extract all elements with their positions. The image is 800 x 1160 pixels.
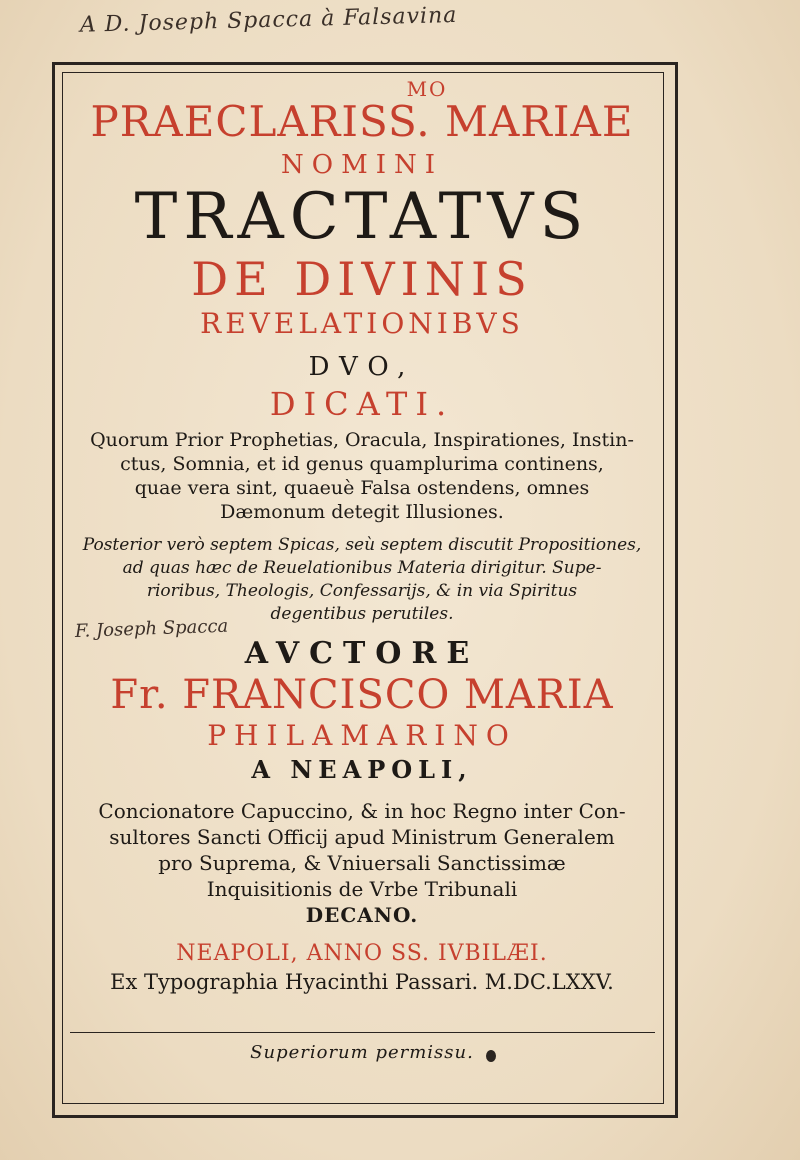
office-line: sultores Sancti Officij apud Ministrum Generalem — [109, 825, 615, 849]
posterior-line: Posterior verò septem Spicas, seù septem discutit Propositiones, — [82, 535, 642, 555]
title-line-4: DE DIVINIS — [191, 252, 533, 306]
imprint-printer: Ex Typographia Hyacinthi Passari. M.DC.LXXV. — [110, 970, 614, 994]
posterior-line: ad quas hæc de Reuelationibus Materia dirigitur. Supe- — [122, 558, 602, 578]
permission-line: Superiorum permissu. — [250, 1042, 474, 1063]
title-page-content — [62, 78, 662, 996]
office-line: pro Suprema, & Vniuersali Sanctissimæ — [158, 851, 566, 875]
title-line-2: NOMINI — [281, 150, 443, 180]
description-line: ctus, Somnia, et id genus quamplurima continens, — [120, 453, 604, 475]
office-line: Inquisitionis de Vrbe Tribunali — [206, 877, 518, 901]
handwritten-inscription: A D. Joseph Spacca à Falsavina — [79, 2, 458, 38]
description-line: Dæmonum detegit Illusiones. — [220, 501, 504, 523]
description-line: quae vera sint, quaeuè Falsa ostendens, omnes — [134, 477, 590, 499]
divider-rule — [70, 1032, 655, 1033]
author-surname: PHILAMARINO — [207, 719, 517, 752]
office-line: Concionatore Capuccino, & in hoc Regno inter Con- — [98, 799, 626, 823]
title-line-1: PRAECLARISS. MARIAE — [90, 97, 634, 146]
title-line-7: DICATI. — [269, 385, 455, 423]
title-line-3: TRACTATVS — [134, 180, 590, 254]
posterior-line: degentibus perutiles. — [270, 604, 454, 624]
author-name: Fr. FRANCISCO MARIA — [110, 672, 614, 718]
office-paragraph — [62, 798, 662, 902]
imprint-place: NEAPOLI, ANNO SS. IVBILÆI. — [176, 941, 548, 966]
description-paragraph — [62, 428, 662, 524]
title-line-6: DVO, — [308, 352, 416, 382]
ink-blot — [486, 1050, 496, 1062]
decano-label: DECANO. — [305, 903, 419, 927]
description-line: Quorum Prior Prophetias, Oracula, Inspirationes, Instin- — [90, 429, 634, 451]
title-superscript: MO — [406, 77, 448, 101]
posterior-line: rioribus, Theologis, Confessarijs, & in via Spiritus — [146, 581, 578, 601]
posterior-paragraph — [62, 534, 662, 626]
title-line-5: REVELATIONIBVS — [200, 307, 524, 340]
author-origin: A NEAPOLI, — [251, 755, 473, 784]
auctore-label: AVCTORE — [244, 636, 480, 671]
handwritten-signature: F. Joseph Spacca — [74, 615, 229, 642]
